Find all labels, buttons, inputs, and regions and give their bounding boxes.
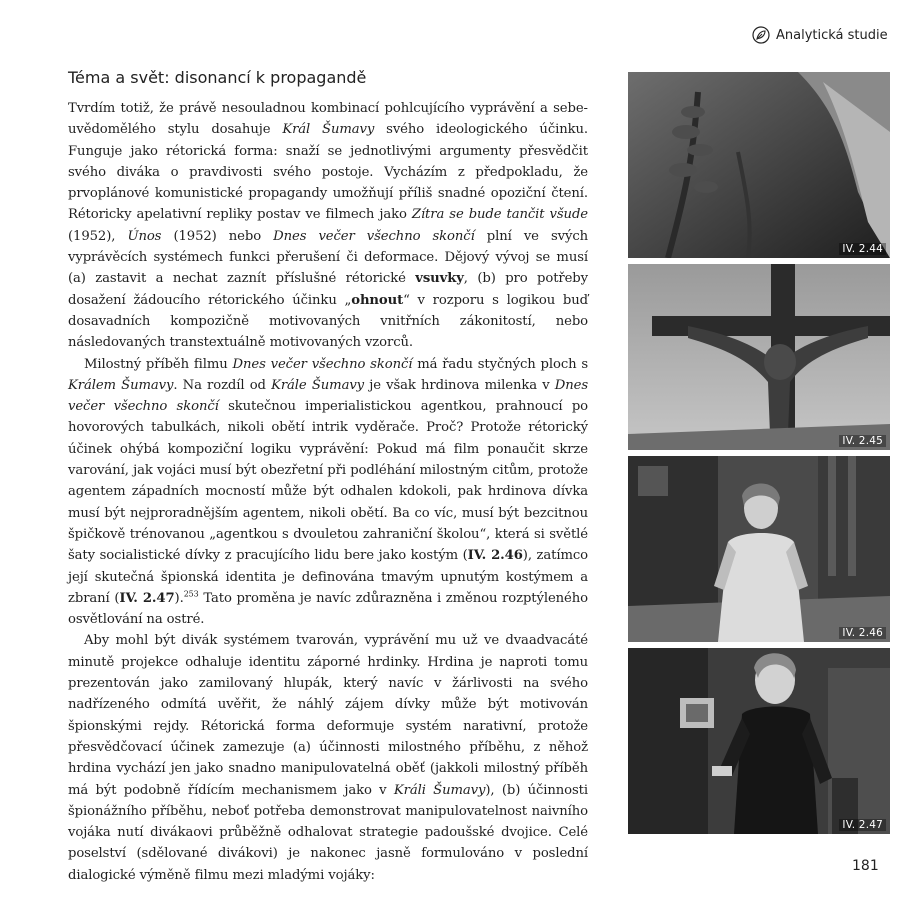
film-still-image xyxy=(628,72,890,258)
text-run: “ v rozporu s logikou buď dosavadních kompozičně motivovaných vnitřních zákonitostí, nebo následovaných transtextuálně motivovaných vzorců. xyxy=(68,292,588,351)
header-label: Analytická studie xyxy=(776,27,888,43)
bold-term: ohnout xyxy=(351,292,404,308)
text-run: je však hrdinova milenka v xyxy=(364,377,555,393)
text-run: (1952), xyxy=(68,228,128,244)
section-title: Téma a svět: disonancí k propagandě xyxy=(68,68,367,87)
paragraph-2 xyxy=(68,354,588,631)
text-run: Aby mohl být divák systémem tvarován, vyprávění mu už ve dvaadvacáté minutě projekce odhaluje identitu záporné hrdinky. Hrdina je naproti tomu prezentován jako zamilovaný hlupák, který navíc v žárlivosti na svého nadřízeného odmítá uvěřit, že náhlý zájem dívky může být motivován špionskými rejdy. Rétorická forma deformuje systém narativní, protože přesvědčovací účinek zamezuje (a) účinnosti milostného příběhu, z něhož hrdina vychází jen jako snadno manipulovatelná oběť (jakkoli milostný příběh má být podobně řídícím mechanismem jako v xyxy=(68,633,588,798)
figure-reference: IV. 2.46 xyxy=(467,548,523,564)
text-run: ). xyxy=(174,590,184,606)
running-header xyxy=(752,24,888,46)
leaf-circle-icon xyxy=(752,26,770,44)
film-title: Dnes večer všechno skončí xyxy=(68,377,588,415)
text-run: Milostný příběh filmu xyxy=(84,356,233,372)
body-text xyxy=(68,98,588,886)
text-run: ), zatímco její skutečná špionská identita je definována tmavým upnutým kostýmem a zbraní ( xyxy=(68,548,589,606)
text-run: Tvrdím totiž, že právě nesouladnou kombinací pohlcujícího vyprávění a sebeuvědomělého stylu dosahuje xyxy=(68,101,588,138)
footnote-marker: 253 xyxy=(183,589,199,599)
figure-caption: IV. 2.47 xyxy=(839,819,886,831)
text-run: má řadu styčných ploch s xyxy=(412,356,589,372)
film-title: Králi Šumavy xyxy=(393,782,486,798)
figure-reference: IV. 2.47 xyxy=(119,590,175,606)
film-still-3 xyxy=(628,456,890,642)
text-run: svého ideologického účinku. Funguje jako rétorická forma: snaží se jednotlivými argumenty přesvědčit svého diváka o pravdivosti svého postoje. Vycházím z předpokladu, že prvoplánové komunistické propagandy umožňují příliš snadné opoziční čtení. Rétoricky apelativní repliky postav ve filmech jako xyxy=(68,122,588,223)
figure-caption: IV. 2.44 xyxy=(839,243,886,255)
film-still-image xyxy=(628,456,890,642)
text-run: ), (b) účinnosti špionážního příběhu, neboť potřeba demonstrovat manipulovatelnost naivního vojáka nutí divákaovi průběžně odhalovat strategie padoušské dvojice. Celé poselství (sdělované divákovi) je nakonec jasně formulováno v poslední dialogické výměně filmu mezi mladými vojáky: xyxy=(68,782,588,883)
film-still-1 xyxy=(628,72,890,258)
text-run: Tato proměna je navíc zdůrazněna i změnou rozptýleného osvětlování na ostré. xyxy=(68,590,588,628)
text-run: skutečnou imperialistickou agentkou, prahnoucí po hovorových tabulkách, nikoli obětí intrik vyděrače. Proč? Protože rétorický účinek ohýbá kompoziční logiku vyprávění: Pokud má film ponaučit skrze varování, jak vojáci musí být obezřetní při podléhání milostným citům, protože agentem západních mocností může být odhalen kdokoli, pak hrdinova dívka musí být nejproradnějším agentem, nikoli obětí. Ba co víc, musí být bezcitnou špičkově trénovanou „agentkou s dvouletou zahraniční školou“, která si světlé šaty socialistické dívky z pracujícího lidu bere jako kostým ( xyxy=(68,399,588,564)
figure-caption: IV. 2.45 xyxy=(839,435,886,447)
text-run: plní ve svých vyprávěcích systémech funkci přerušení či deformace. Dějový vývoj se musí (a) zastavit a nechat zaznít příslušné rétorické xyxy=(68,228,589,287)
paragraph-1 xyxy=(68,98,588,354)
film-still-2 xyxy=(628,264,890,450)
bold-term: vsuvky xyxy=(415,271,464,287)
film-title: Zítra se bude tančit všude xyxy=(411,207,588,223)
film-still-image xyxy=(628,648,890,834)
film-still-image xyxy=(628,264,890,450)
page-number: 181 xyxy=(852,858,879,874)
film-title: Únos xyxy=(127,228,162,244)
text-run: . Na rozdíl od xyxy=(173,377,272,393)
film-title: Dnes večer všechno skončí xyxy=(232,356,413,372)
film-title: Král Šumavy xyxy=(282,122,375,138)
figure-caption: IV. 2.46 xyxy=(839,627,886,639)
film-title: Krále Šumavy xyxy=(271,377,365,393)
film-still-4 xyxy=(628,648,890,834)
film-title: Dnes večer všechno skončí xyxy=(273,228,475,244)
text-run: , (b) pro potřeby dosažení žádoucího rétorického účinku „ xyxy=(68,271,588,308)
text-run: (1952) nebo xyxy=(161,228,274,244)
paragraph-3 xyxy=(68,630,588,886)
film-title: Králem Šumavy xyxy=(68,377,174,393)
